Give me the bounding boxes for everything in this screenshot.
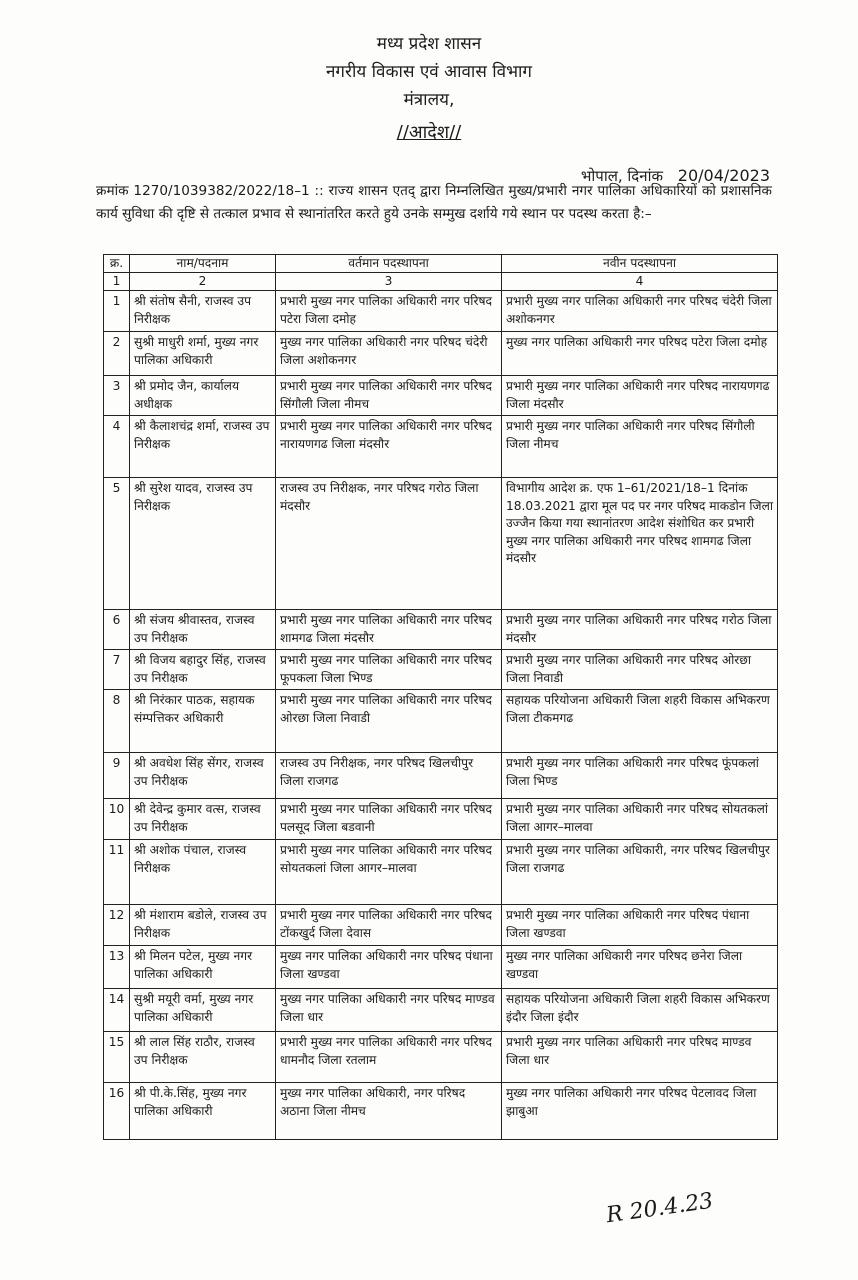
row-current-posting: प्रभारी मुख्य नगर पालिका अधिकारी नगर परिषद फूपकला जिला भिण्ड [276, 650, 502, 690]
row-current-posting: राजस्व उप निरीक्षक, नगर परिषद खिलचीपुर जिला राजगढ [276, 753, 502, 799]
row-name: श्री मंशाराम बडोले, राजस्व उप निरीक्षक [130, 905, 276, 946]
row-name: श्री अशोक पंचाल, राजस्व निरीक्षक [130, 840, 276, 905]
column-number: 1 [104, 273, 130, 291]
row-sno: 4 [104, 416, 130, 478]
table-row [104, 799, 778, 840]
row-new-posting: प्रभारी मुख्य नगर पालिका अधिकारी, नगर परिषद खिलचीपुर जिला राजगढ [502, 840, 778, 905]
row-sno: 2 [104, 332, 130, 376]
table-row [104, 989, 778, 1032]
row-new-posting: प्रभारी मुख्य नगर पालिका अधिकारी नगर परिषद माण्डव जिला धार [502, 1032, 778, 1083]
row-name: सुश्री मयूरी वर्मा, मुख्य नगर पालिका अधिकारी [130, 989, 276, 1032]
row-current-posting: प्रभारी मुख्य नगर पालिका अधिकारी नगर परिषद पटेरा जिला दमोह [276, 291, 502, 332]
header-new-posting: नवीन पदस्थापना [502, 255, 778, 273]
department-name: नगरीय विकास एवं आवास विभाग [326, 62, 532, 82]
row-new-posting: मुख्य नगर पालिका अधिकारी नगर परिषद छनेरा जिला खण्डवा [502, 946, 778, 989]
handwritten-signature: R 20.4.23 [604, 1188, 715, 1229]
row-sno: 8 [104, 690, 130, 753]
table-row [104, 376, 778, 416]
row-new-posting: प्रभारी मुख्य नगर पालिका अधिकारी नगर परिषद सोयतकलां जिला आगर–मालवा [502, 799, 778, 840]
row-sno: 1 [104, 291, 130, 332]
row-sno: 9 [104, 753, 130, 799]
row-new-posting: मुख्य नगर पालिका अधिकारी नगर परिषद पटेरा जिला दमोह [502, 332, 778, 376]
row-new-posting: प्रभारी मुख्य नगर पालिका अधिकारी नगर परिषद गरोठ जिला मंदसौर [502, 610, 778, 650]
government-name: मध्य प्रदेश शासन [376, 34, 482, 54]
row-current-posting: मुख्य नगर पालिका अधिकारी, नगर परिषद अठाना जिला नीमच [276, 1083, 502, 1140]
row-current-posting: प्रभारी मुख्य नगर पालिका अधिकारी नगर परिषद नारायणगढ जिला मंदसौर [276, 416, 502, 478]
row-new-posting: मुख्य नगर पालिका अधिकारी नगर परिषद पेटलावद जिला झाबुआ [502, 1083, 778, 1140]
table-row [104, 291, 778, 332]
table-column-number-row [104, 273, 778, 291]
row-current-posting: प्रभारी मुख्य नगर पालिका अधिकारी नगर परिषद शामगढ जिला मंदसौर [276, 610, 502, 650]
row-sno: 5 [104, 478, 130, 610]
table-row [104, 905, 778, 946]
header-sno: क्र. [104, 255, 130, 273]
row-new-posting: प्रभारी मुख्य नगर पालिका अधिकारी नगर परिषद चंदेरी जिला अशोकनगर [502, 291, 778, 332]
row-new-posting: प्रभारी मुख्य नगर पालिका अधिकारी नगर परिषद नारायणगढ जिला मंदसौर [502, 376, 778, 416]
row-current-posting: प्रभारी मुख्य नगर पालिका अधिकारी नगर परिषद सोयतकलां जिला आगर–मालवा [276, 840, 502, 905]
row-sno: 11 [104, 840, 130, 905]
row-current-posting: मुख्य नगर पालिका अधिकारी नगर परिषद चंदेरी जिला अशोकनगर [276, 332, 502, 376]
row-sno: 16 [104, 1083, 130, 1140]
row-sno: 6 [104, 610, 130, 650]
row-current-posting: मुख्य नगर पालिका अधिकारी नगर परिषद माण्डव जिला धार [276, 989, 502, 1032]
transfer-table [103, 254, 778, 1140]
column-number: 2 [130, 273, 276, 291]
row-current-posting: प्रभारी मुख्य नगर पालिका अधिकारी नगर परिषद टोंकखुर्द जिला देवास [276, 905, 502, 946]
row-name: श्री लाल सिंह राठौर, राजस्व उप निरीक्षक [130, 1032, 276, 1083]
table-row [104, 416, 778, 478]
row-new-posting: प्रभारी मुख्य नगर पालिका अधिकारी नगर परिषद ओरछा जिला निवाडी [502, 650, 778, 690]
row-current-posting: मुख्य नगर पालिका अधिकारी नगर परिषद पंधाना जिला खण्डवा [276, 946, 502, 989]
date-value: 20/04/2023 [677, 166, 770, 185]
order-title: //आदेश// [396, 122, 462, 143]
table-row [104, 1083, 778, 1140]
header-name: नाम/पदनाम [130, 255, 276, 273]
row-sno: 14 [104, 989, 130, 1032]
row-current-posting: प्रभारी मुख्य नगर पालिका अधिकारी नगर परिषद धामनौद जिला रतलाम [276, 1032, 502, 1083]
row-name: सुश्री माधुरी शर्मा, मुख्य नगर पालिका अधिकारी [130, 332, 276, 376]
header-current-posting: वर्तमान पदस्थापना [276, 255, 502, 273]
ministry-name: मंत्रालय, [403, 90, 455, 110]
row-current-posting: राजस्व उप निरीक्षक, नगर परिषद गरोठ जिला मंदसौर [276, 478, 502, 610]
table-header-row [104, 255, 778, 273]
row-sno: 12 [104, 905, 130, 946]
table-row [104, 840, 778, 905]
row-sno: 15 [104, 1032, 130, 1083]
row-name: श्री सुरेश यादव, राजस्व उप निरीक्षक [130, 478, 276, 610]
table-row [104, 650, 778, 690]
table-row [104, 753, 778, 799]
table-row [104, 1032, 778, 1083]
row-new-posting: विभागीय आदेश क्र. एफ 1–61/2021/18–1 दिनांक 18.03.2021 द्वारा मूल पद पर नगर परिषद माकडोन जिला उज्जैन किया गया स्थानांतरण आदेश संशोधित कर प्रभारी मुख्य नगर पालिका अधिकारी नगर परिषद शामगढ जिला मंदसौर [502, 478, 778, 610]
table-row [104, 690, 778, 753]
row-name: श्री निरंकार पाठक, सहायक संम्पत्तिकर अधिकारी [130, 690, 276, 753]
table-row [104, 332, 778, 376]
column-number: 4 [502, 273, 778, 291]
row-name: श्री संजय श्रीवास्तव, राजस्व उप निरीक्षक [130, 610, 276, 650]
row-name: श्री प्रमोद जैन, कार्यालय अधीक्षक [130, 376, 276, 416]
row-name: श्री मिलन पटेल, मुख्य नगर पालिका अधिकारी [130, 946, 276, 989]
table-row [104, 610, 778, 650]
row-current-posting: प्रभारी मुख्य नगर पालिका अधिकारी नगर परिषद ओरछा जिला निवाडी [276, 690, 502, 753]
row-current-posting: प्रभारी मुख्य नगर पालिका अधिकारी नगर परिषद पलसूद जिला बडवानी [276, 799, 502, 840]
row-new-posting: प्रभारी मुख्य नगर पालिका अधिकारी नगर परिषद पंधाना जिला खण्डवा [502, 905, 778, 946]
row-new-posting: प्रभारी मुख्य नगर पालिका अधिकारी नगर परिषद सिंगौली जिला नीमच [502, 416, 778, 478]
table-body [104, 291, 778, 1140]
table-row [104, 946, 778, 989]
row-current-posting: प्रभारी मुख्य नगर पालिका अधिकारी नगर परिषद सिंगौली जिला नीमच [276, 376, 502, 416]
row-sno: 3 [104, 376, 130, 416]
row-sno: 7 [104, 650, 130, 690]
column-number: 3 [276, 273, 502, 291]
row-sno: 10 [104, 799, 130, 840]
row-new-posting: सहायक परियोजना अधिकारी जिला शहरी विकास अभिकरण जिला टीकमगढ [502, 690, 778, 753]
row-new-posting: प्रभारी मुख्य नगर पालिका अधिकारी नगर परिषद फूंपकलां जिला भिण्ड [502, 753, 778, 799]
table-row [104, 478, 778, 610]
row-name: श्री पी.के.सिंह, मुख्य नगर पालिका अधिकारी [130, 1083, 276, 1140]
row-name: श्री विजय बहादुर सिंह, राजस्व उप निरीक्षक [130, 650, 276, 690]
row-name: श्री अवधेश सिंह सेंगर, राजस्व उप निरीक्षक [130, 753, 276, 799]
row-new-posting: सहायक परियोजना अधिकारी जिला शहरी विकास अभिकरण इंदौर जिला इंदौर [502, 989, 778, 1032]
row-sno: 13 [104, 946, 130, 989]
row-name: श्री देवेन्द्र कुमार वत्स, राजस्व उप निरीक्षक [130, 799, 276, 840]
document-header [0, 30, 858, 144]
date-label: भोपाल, दिनांक [580, 167, 663, 185]
row-name: श्री कैलाशचंद्र शर्मा, राजस्व उप निरीक्षक [130, 416, 276, 478]
order-intro-paragraph: क्रमांक 1270/1039382/2022/18–1 :: राज्य शासन एतद् द्वारा निम्नलिखित मुख्य/प्रभारी नगर पालिका अधिकारियों को प्रशासनिक कार्य सुविधा की दृष्टि से तत्काल प्रभाव से स्थानांतरित करते हुये उनके सम्मुख दर्शाये गये स्थान पर पदस्थ करता है:– [96, 183, 772, 222]
row-name: श्री संतोष सैनी, राजस्व उप निरीक्षक [130, 291, 276, 332]
